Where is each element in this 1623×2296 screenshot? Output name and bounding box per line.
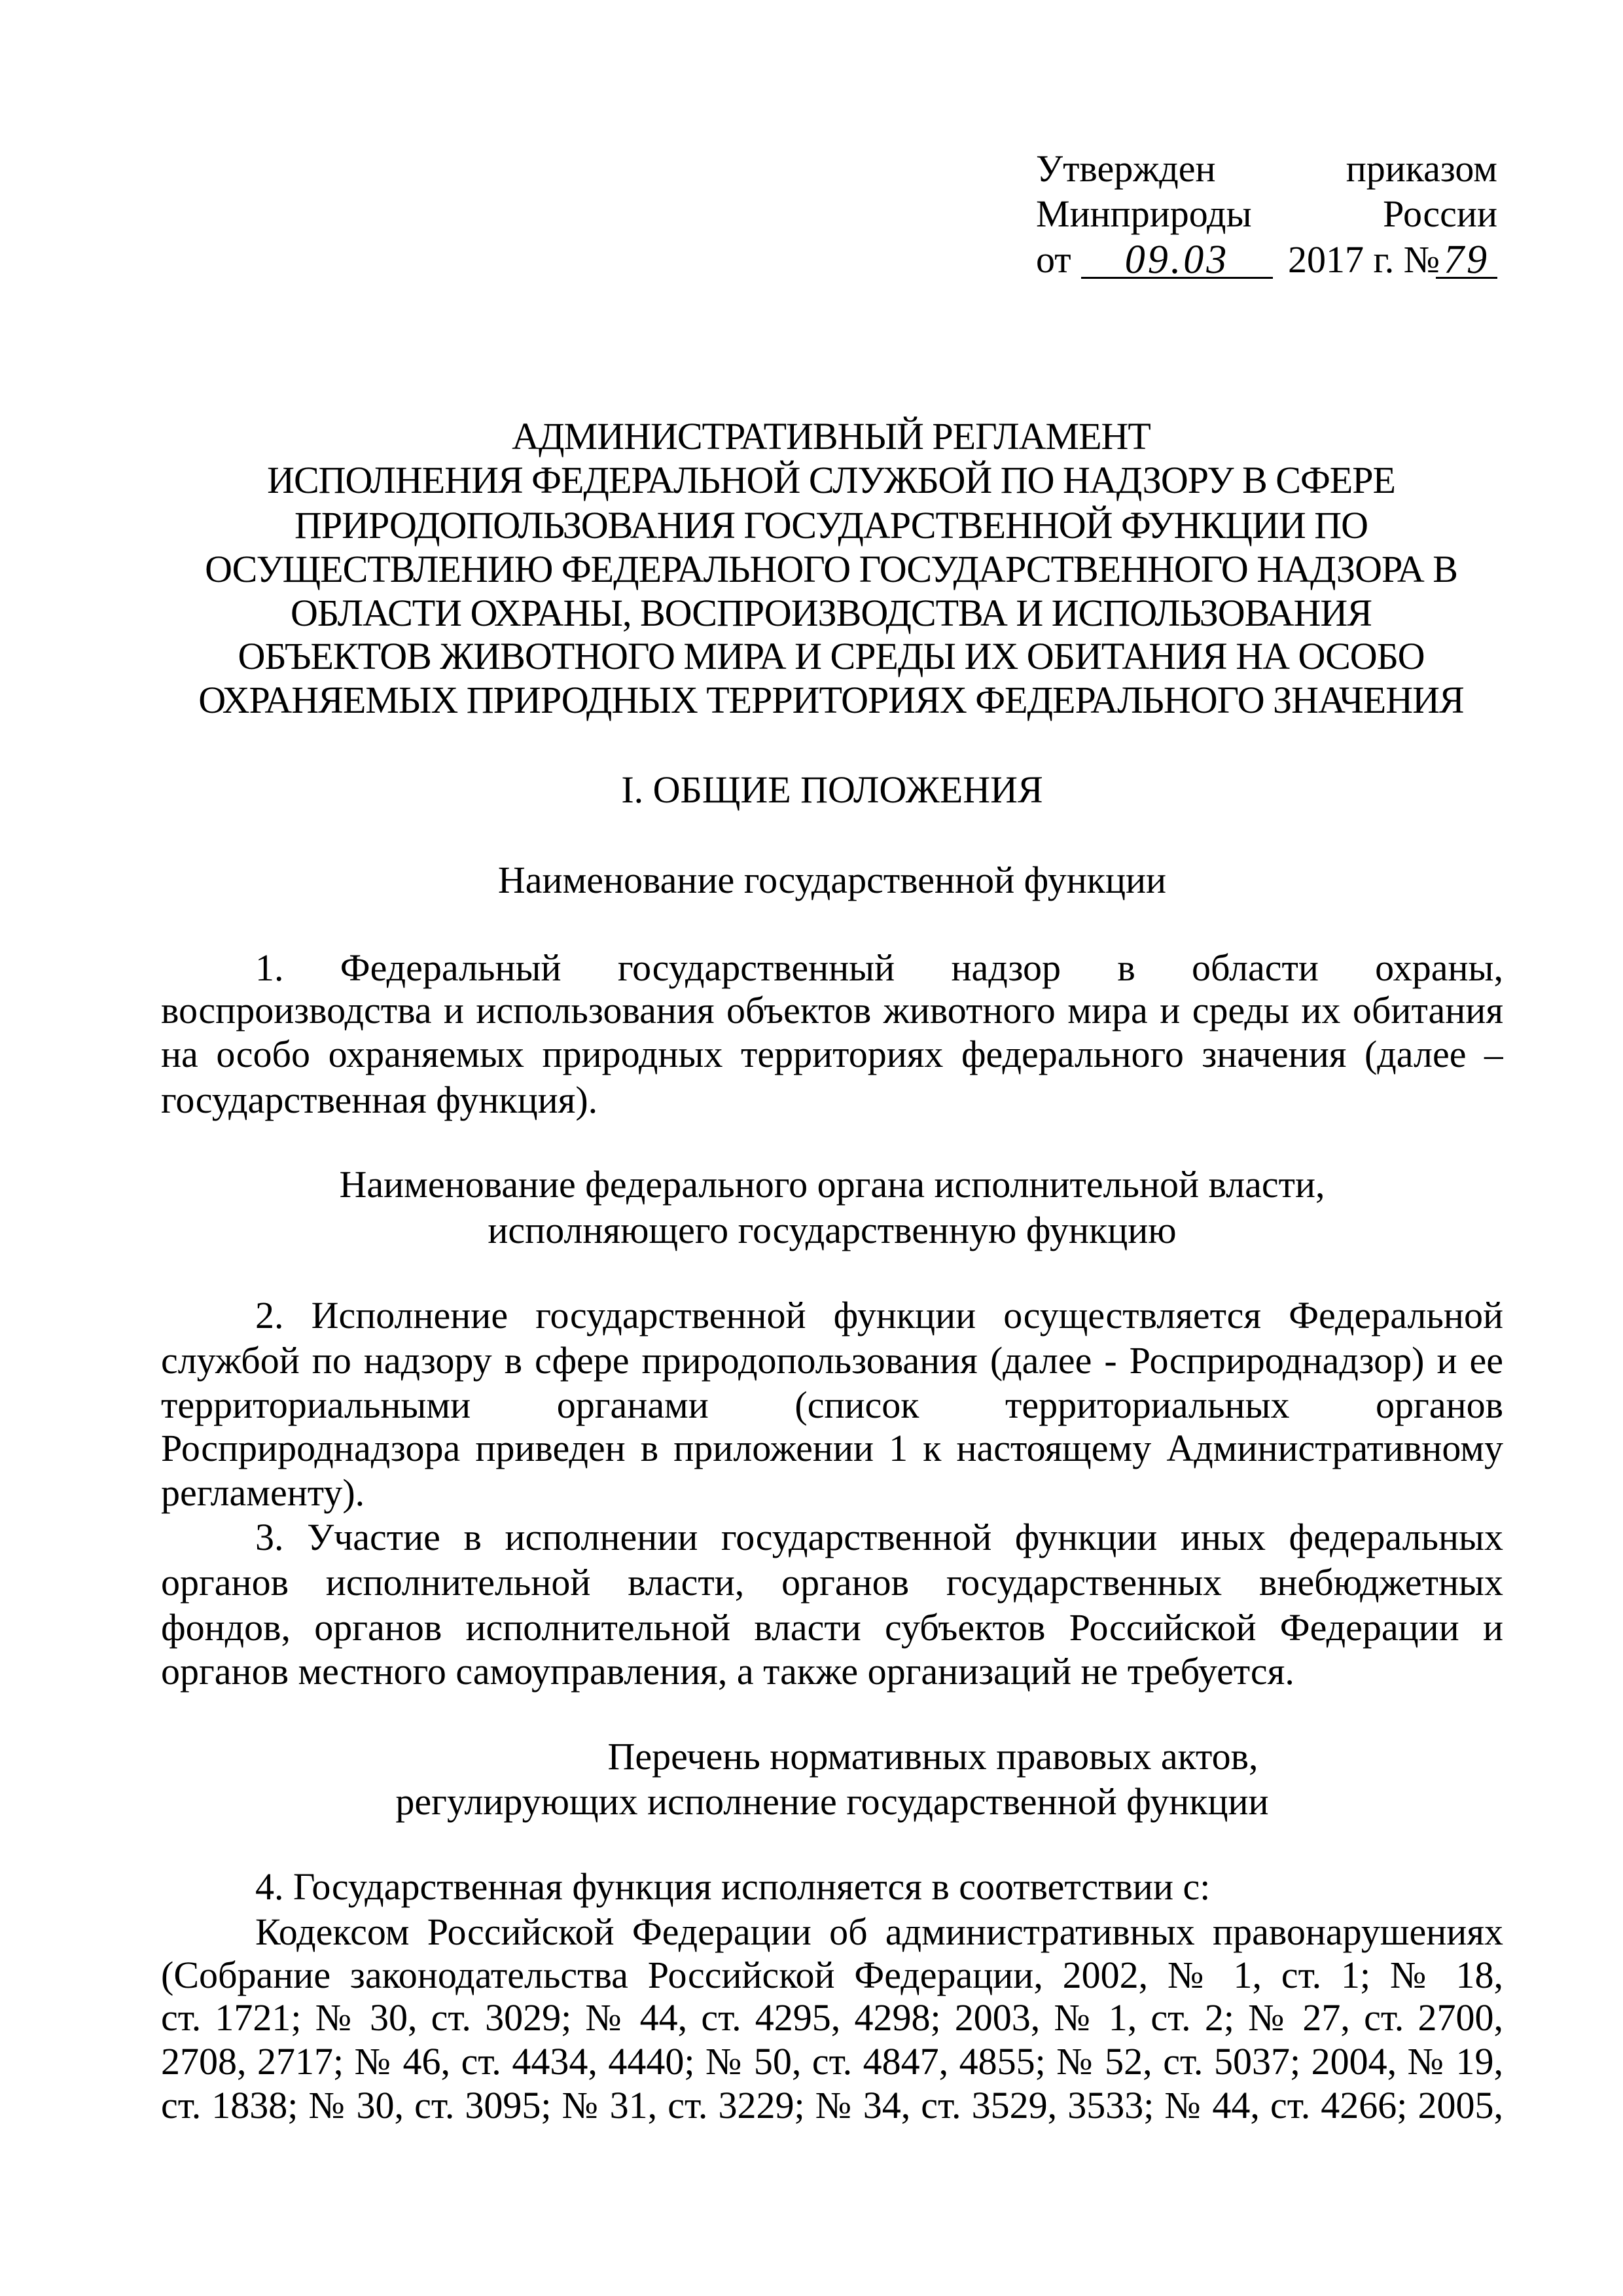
subheading-authority: исполняющего государственную функцию [488, 1209, 1177, 1251]
paragraph-4-line: 4. Государственная функция исполняется в соответствии с: [255, 1865, 1211, 1908]
paragraph-1-line: на особо охраняемых природных территориях федерального значения (далее – [161, 1033, 1503, 1075]
subheading-function-name: Наименование государственной функции [497, 859, 1167, 901]
order-number-handwritten: 79 [1436, 238, 1497, 279]
approval-line-3 [1036, 238, 1497, 282]
paragraph-2-line: 2. Исполнение государственной функции осуществляется Федеральной [255, 1294, 1503, 1336]
document-title-line: АДМИНИСТРАТИВНЫЙ РЕГЛАМЕНТ [512, 415, 1150, 457]
document-title-line: ОБЛАСТИ ОХРАНЫ, ВОСПРОИЗВОДСТВА И ИСПОЛЬЗОВАНИЯ [290, 592, 1372, 634]
paragraph-4-line: Кодексом Российской Федерации об административных правонарушениях [255, 1910, 1503, 1953]
paragraph-4-line: 2708, 2717; № 46, ст. 4434, 4440; № 50, ст. 4847, 4855; № 52, ст. 5037; 2004, № 19, [161, 2040, 1503, 2083]
approval-line-1: Утвержден приказом [1036, 147, 1497, 190]
approval-prefix: от [1036, 238, 1071, 281]
document-title-line: ПРИРОДОПОЛЬЗОВАНИЯ ГОСУДАРСТВЕННОЙ ФУНКЦИИ ПО [294, 504, 1368, 547]
document-title-line: ОСУЩЕСТВЛЕНИЮ ФЕДЕРАЛЬНОГО ГОСУДАРСТВЕННОГО НАДЗОРА В [205, 548, 1457, 590]
subheading-legal-acts: Перечень нормативных правовых актов, [607, 1735, 1258, 1778]
paragraph-3-line: органов местного самоуправления, а также организаций не требуется. [161, 1650, 1294, 1693]
section-heading: I. ОБЩИЕ ПОЛОЖЕНИЯ [621, 768, 1043, 811]
subheading-legal-acts: регулирующих исполнение государственной функции [395, 1780, 1269, 1823]
paragraph-3-line: органов исполнительной власти, органов государственных внебюджетных [161, 1561, 1503, 1604]
document-title-line: ИСПОЛНЕНИЯ ФЕДЕРАЛЬНОЙ СЛУЖБОЙ ПО НАДЗОРУ В СФЕРЕ [267, 459, 1395, 501]
order-year: 2017 г. № [1288, 238, 1440, 281]
paragraph-3-line: 3. Участие в исполнении государственной функции иных федеральных [255, 1516, 1503, 1558]
paragraph-2-line: Росприроднадзора приведен в приложении 1 к настоящему Административному [161, 1427, 1503, 1469]
paragraph-2-line: регламенту). [161, 1471, 365, 1514]
paragraph-1-line: воспроизводства и использования объектов животного мира и среды их обитания [161, 989, 1503, 1031]
document-title-line: ОБЪЕКТОВ ЖИВОТНОГО МИРА И СРЕДЫ ИХ ОБИТАНИЯ НА ОСОБО [238, 635, 1425, 677]
subheading-authority: Наименование федерального органа исполнительной власти, [339, 1163, 1325, 1206]
paragraph-3-line: фондов, органов исполнительной власти субъектов Российской Федерации и [161, 1606, 1503, 1649]
paragraph-4-line: (Собрание законодательства Российской Федерации, 2002, № 1, ст. 1; № 18, [161, 1954, 1503, 1996]
paragraph-4-line: ст. 1721; № 30, ст. 3029; № 44, ст. 4295, 4298; 2003, № 1, ст. 2; № 27, ст. 2700, [161, 1996, 1503, 2039]
document-title-line: ОХРАНЯЕМЫХ ПРИРОДНЫХ ТЕРРИТОРИЯХ ФЕДЕРАЛЬНОГО ЗНАЧЕНИЯ [198, 679, 1464, 721]
order-date-handwritten: 09.03 [1081, 238, 1273, 279]
paragraph-2-line: службой по надзору в сфере природопользования (далее - Росприроднадзор) и ее [161, 1339, 1503, 1382]
approval-line-2: Минприроды России [1036, 192, 1497, 235]
paragraph-2-line: территориальными органами (список территориальных органов [161, 1384, 1503, 1426]
paragraph-4-line: ст. 1838; № 30, ст. 3095; № 31, ст. 3229; № 34, ст. 3529, 3533; № 44, ст. 4266; 2005, [161, 2084, 1503, 2126]
paragraph-1-line: государственная функция). [161, 1079, 598, 1121]
paragraph-1-line: 1. Федеральный государственный надзор в области охраны, [255, 946, 1503, 989]
